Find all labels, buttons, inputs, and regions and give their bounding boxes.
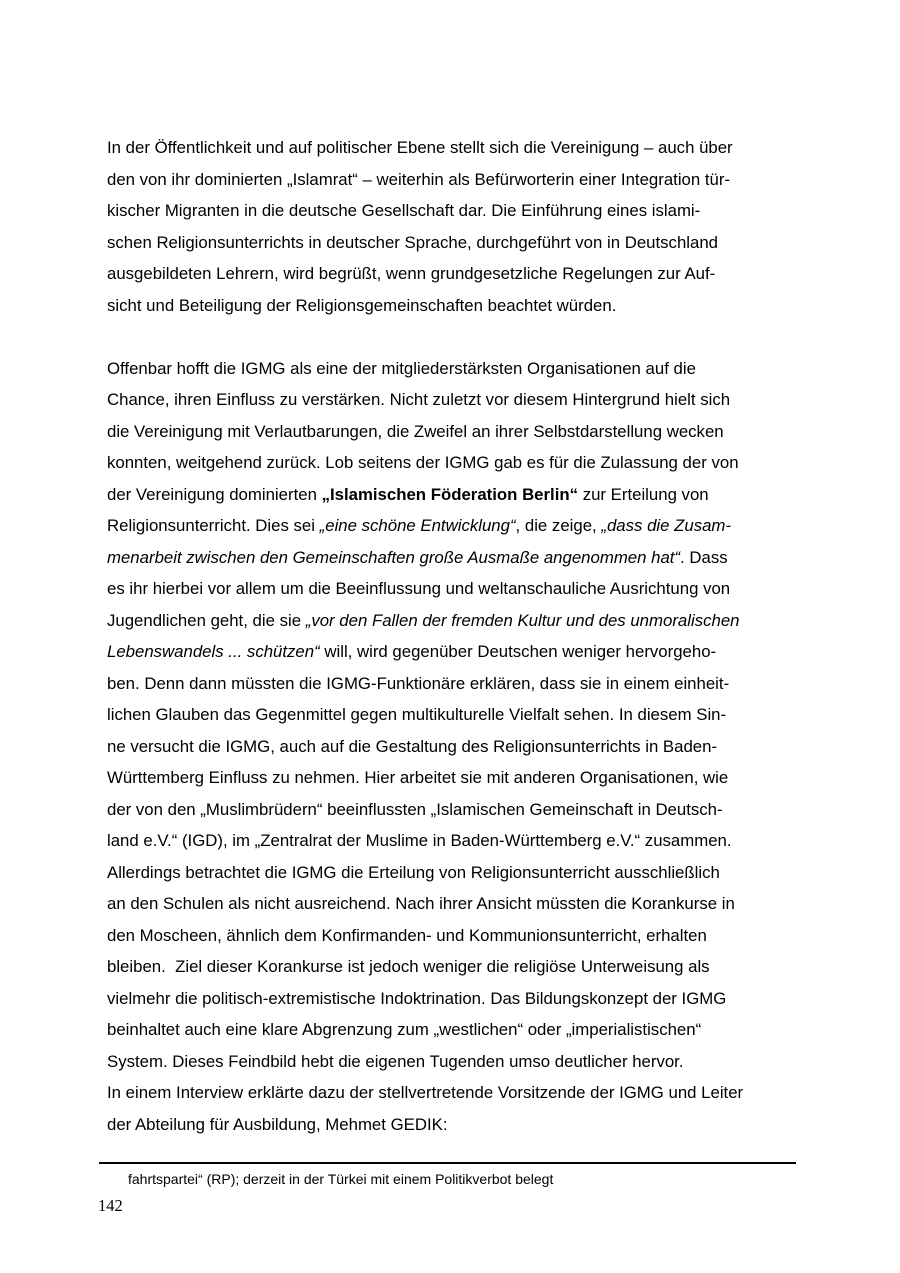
text-line	[107, 573, 807, 605]
text-segment: den von ihr dominierten „Islamrat“ – weiterhin als Befürworterin einer Integration tür-	[107, 169, 731, 189]
text-segment: , die zeige,	[515, 516, 602, 535]
text-segment: vielmehr die politisch-extremistische Indoktrination. Das Bildungskonzept der IGMG	[107, 988, 727, 1008]
text-segment: „vor den Fallen der fremden Kultur und des unmoralischen	[305, 610, 740, 630]
text-segment: In der Öffentlichkeit und auf politischer Ebene stellt sich die Vereinigung – auch über	[107, 138, 733, 157]
text-segment: der Vereinigung dominierten	[107, 484, 322, 504]
text-line	[107, 164, 807, 196]
text-segment: an den Schulen als nicht ausreichend. Nach ihrer Ansicht müssten die Korankurse in	[107, 894, 735, 913]
text-line	[107, 605, 807, 637]
text-segment: ben. Denn dann müssten die IGMG-Funktionäre erklären, dass sie in einem einheit-	[107, 673, 730, 693]
text-line	[107, 447, 807, 479]
text-line	[107, 762, 807, 794]
text-segment: Religionsunterricht. Dies sei	[107, 516, 320, 535]
paragraph	[107, 353, 807, 1141]
text-line	[107, 258, 807, 290]
text-line	[107, 1077, 807, 1109]
text-segment: die Vereinigung mit Verlautbarungen, die Zweifel an ihrer Selbstdarstellung wecken	[107, 421, 724, 441]
text-line	[107, 920, 807, 952]
text-segment: Lebenswandels ... schützen“	[107, 642, 320, 661]
text-line	[107, 1014, 807, 1046]
page-number: 142	[98, 1196, 123, 1215]
footnote-separator	[99, 1162, 796, 1164]
footnote-text: fahrtspartei“ (RP); derzeit in der Türkei mit einem Politikverbot belegt	[128, 1171, 554, 1187]
text-line	[107, 888, 807, 920]
text-segment: beinhaltet auch eine klare Abgrenzung zum „westlichen“ oder „imperialistischen“	[107, 1020, 702, 1039]
text-line	[107, 479, 807, 511]
text-segment: Jugendlichen geht, die sie	[107, 610, 306, 630]
text-segment: ne versucht die IGMG, auch auf die Gestaltung des Religionsunterrichts in Baden-	[107, 736, 718, 756]
text-line	[107, 132, 807, 164]
text-segment: „Islamischen Föderation Berlin“	[321, 484, 579, 504]
text-segment: den Moscheen, ähnlich dem Konfirmanden- und Kommunionsunterricht, erhalten	[107, 925, 707, 945]
text-line	[107, 1109, 807, 1141]
text-column	[107, 132, 807, 1172]
text-line	[107, 983, 807, 1015]
text-segment: „dass die Zusam-	[601, 516, 732, 535]
text-segment: Offenbar hofft die IGMG als eine der mitgliederstärksten Organisationen auf die	[107, 358, 696, 378]
text-segment: System. Dieses Feindbild hebt die eigenen Tugenden umso deutlicher hervor.	[107, 1051, 684, 1071]
text-line	[107, 1046, 807, 1078]
text-line	[107, 510, 807, 542]
text-line	[107, 794, 807, 826]
text-line	[107, 353, 807, 385]
text-segment: schen Religionsunterrichts in deutscher Sprache, durchgeführt von in Deutschland	[107, 232, 718, 252]
text-line	[107, 290, 807, 322]
text-segment: In einem Interview erklärte dazu der stellvertretende Vorsitzende der IGMG und Leiter	[107, 1083, 744, 1102]
text-line	[107, 416, 807, 448]
text-line	[107, 384, 807, 416]
text-line	[107, 951, 807, 983]
text-line	[107, 731, 807, 763]
text-segment: . Dass	[680, 547, 728, 567]
text-segment: es ihr hierbei vor allem um die Beeinflussung und weltanschauliche Ausrichtung von	[107, 579, 731, 598]
text-line	[107, 542, 807, 574]
text-line	[107, 636, 807, 668]
text-segment: ausgebildeten Lehrern, wird begrüßt, wenn grundgesetzliche Regelungen zur Auf-	[107, 264, 716, 283]
text-segment: will, wird gegenüber Deutschen weniger hervorgeho-	[319, 642, 717, 661]
text-segment: lichen Glauben das Gegenmittel gegen multikulturelle Vielfalt sehen. In diesem Sin-	[107, 705, 727, 724]
text-segment: konnten, weitgehend zurück. Lob seitens der IGMG gab es für die Zulassung der von	[107, 453, 739, 472]
text-segment: der Abteilung für Ausbildung, Mehmet GEDIK:	[107, 1114, 448, 1134]
text-line	[107, 668, 807, 700]
text-segment: land e.V.“ (IGD), im „Zentralrat der Muslime in Baden-Württemberg e.V.“ zusammen.	[107, 831, 732, 850]
text-segment: Württemberg Einfluss zu nehmen. Hier arbeitet sie mit anderen Organisationen, wie	[107, 768, 729, 787]
text-segment: „eine schöne Entwicklung“	[319, 516, 516, 535]
text-line	[107, 699, 807, 731]
text-line	[107, 195, 807, 227]
paragraph	[107, 132, 807, 321]
text-line	[107, 857, 807, 889]
text-segment: Chance, ihren Einfluss zu verstärken. Nicht zuletzt vor diesem Hintergrund hielt sich	[107, 390, 731, 409]
text-segment: sicht und Beteiligung der Religionsgemeinschaften beachtet würden.	[107, 295, 617, 315]
text-line	[107, 227, 807, 259]
text-segment: Allerdings betrachtet die IGMG die Erteilung von Religionsunterricht ausschließlich	[107, 862, 720, 882]
text-line	[107, 825, 807, 857]
text-segment: menarbeit zwischen den Gemeinschaften große Ausmaße angenommen hat“	[107, 547, 681, 567]
text-segment: kischer Migranten in die deutsche Gesellschaft dar. Die Einführung eines islami-	[107, 201, 701, 220]
text-segment: bleiben. Ziel dieser Korankurse ist jedoch weniger die religiöse Unterweisung als	[107, 957, 710, 976]
text-segment: der von den „Muslimbrüdern“ beeinflussten „Islamischen Gemeinschaft in Deutsch-	[107, 799, 723, 819]
text-segment: zur Erteilung von	[578, 484, 709, 504]
